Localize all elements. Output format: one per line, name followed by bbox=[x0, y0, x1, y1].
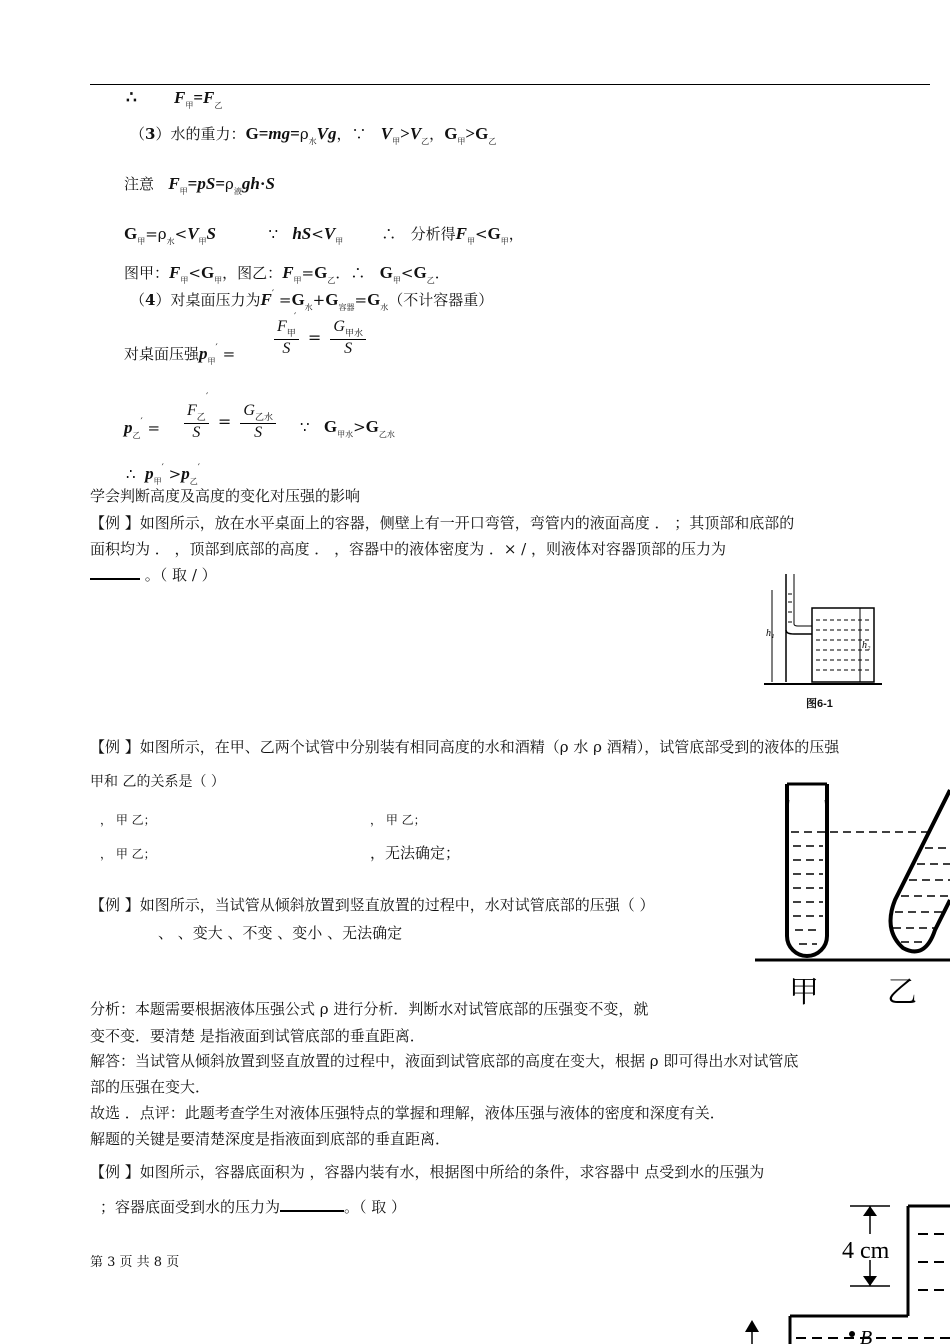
example3-options[interactable]: 、 、变大 、不变 、变小 、无法确定 bbox=[158, 924, 403, 942]
example2-line1: 【例 】如图所示，在甲、乙两个试管中分别装有相同高度的水和酒精（ρ 水 ρ 酒精），试管底部受到的液体的压强 bbox=[90, 738, 840, 756]
example2-option-a[interactable]: ， 甲 乙； bbox=[100, 813, 156, 827]
container-figure bbox=[730, 1198, 950, 1344]
equation-f-equal: $F_甲=F_乙$ bbox=[174, 88, 223, 110]
tube-jia-label: 甲 bbox=[789, 975, 819, 1010]
water-weight-line: （3）水的重力：$G=mg=\rho_水Vg$，∵ $V_甲>V_乙$，$G_甲>G_乙$ bbox=[130, 124, 497, 146]
figure-compare-line: 图甲：$F_甲<G_甲$，图乙：$F_甲=G_乙$．∴ $G_甲<G_乙$． bbox=[124, 263, 450, 285]
depth-label: 4 cm bbox=[842, 1238, 890, 1264]
pressure-yi-line: $p_乙'$ = bbox=[124, 417, 161, 440]
test-tubes-figure bbox=[755, 780, 950, 1020]
point-b-label: B bbox=[860, 1327, 873, 1344]
example3-line1: 【例 】如图所示，当试管从倾斜放置到竖直放置的过程中，水对试管底部的压强（ ） bbox=[90, 896, 655, 914]
example2-option-b[interactable]: ， 甲 乙； bbox=[370, 813, 426, 827]
analysis-line1: 分析：本题需要根据液体压强公式 ρ 进行分析．判断水对试管底部的压强变不变，就 bbox=[90, 1000, 649, 1018]
table-force-line: （4）对桌面压力为$F' =G_水+G_{容器}=G_水$（不计容器重） bbox=[130, 289, 494, 312]
key-point-line: 解题的关键是要清楚深度是指液面到底部的垂直距离． bbox=[90, 1130, 451, 1148]
figure-6-1-container bbox=[764, 572, 884, 692]
tube-yi-label: 乙 bbox=[887, 975, 917, 1010]
example1-line2: 面积均为 ． ，顶部到底部的高度 ． ，容器中的液体密度为 ．× / ，则液体对容器顶部的压力为 bbox=[90, 540, 727, 558]
example2-line2: 甲和 乙的关系是（ ） bbox=[90, 774, 225, 790]
prime-mark: ′ bbox=[294, 312, 297, 323]
example2-option-d[interactable]: ，无法确定； bbox=[370, 844, 461, 862]
pressure-jia-line: 对桌面压强$p_甲'$ = bbox=[124, 343, 236, 366]
answer-blank[interactable] bbox=[90, 577, 140, 580]
h2-label: h₂ bbox=[862, 640, 871, 651]
choose-line: 故选 ．点评：此题考查学生对液体压强特点的掌握和理解，液体压强与液体的密度和深度有关． bbox=[90, 1104, 725, 1122]
fraction-yi: $\frac{F_乙}{S}$ = $\frac{G_{乙水}}{S}$ bbox=[184, 402, 276, 442]
example4-line2: ；容器底面受到水的压力为 。（ 取 ） bbox=[100, 1198, 407, 1216]
answer-line1: 解答：当试管从倾斜放置到竖直放置的过程中，液面到试管底部的高度在变大，根据 ρ 即可得出水对试管底 bbox=[90, 1052, 799, 1070]
answer-line2: 部的压强在变大． bbox=[90, 1078, 211, 1096]
example1-line3: 。（ 取 / ） bbox=[90, 568, 217, 583]
example4-line1: 【例 】如图所示，容器底面积为 ，容器内装有水，根据图中所给的条件，求容器中 点受到水的压强为 bbox=[90, 1163, 765, 1181]
analysis-inequality-line: $G_甲=\rho_水<V_甲S$ ∵ $hS<V_甲$ ∴ 分析得$F_甲<G_甲$， bbox=[124, 224, 524, 246]
analysis-line2: 变不变．要清楚 是指液面到试管底部的垂直距离． bbox=[90, 1027, 425, 1045]
topic-heading: 学会判断高度及高度的变化对压强的影响 bbox=[90, 487, 361, 505]
therefore-symbol: ∴ bbox=[126, 88, 137, 107]
because-g-line: ∵ $G_{甲水}>G_{乙水}$ bbox=[300, 417, 395, 439]
conclusion-line: ∴ $p_甲' >p_乙'$ bbox=[126, 463, 200, 486]
example1-line1: 【例 】如图所示，放在水平桌面上的容器，侧壁上有一开口弯管，弯管内的液面高度 ． ；其顶部和底部的 bbox=[90, 514, 795, 532]
figure-6-1-caption: 图6-1 bbox=[806, 698, 833, 710]
fraction-f-over-s: $\frac{F_甲}{S}$ = $\frac{G_{甲水}}{S}$ bbox=[274, 318, 366, 358]
h1-label: h₁ bbox=[766, 628, 775, 639]
note-line: 注意 $F_甲=pS=\rho_液gh\cdot S$ bbox=[124, 174, 275, 196]
answer-blank-2[interactable] bbox=[280, 1209, 344, 1212]
example2-option-c[interactable]: ， 甲 乙； bbox=[100, 847, 156, 861]
header-rule bbox=[90, 84, 930, 85]
page-footer: 第 3 页 共 8 页 bbox=[90, 1255, 180, 1270]
prime-mark-2: ′ bbox=[206, 392, 209, 403]
